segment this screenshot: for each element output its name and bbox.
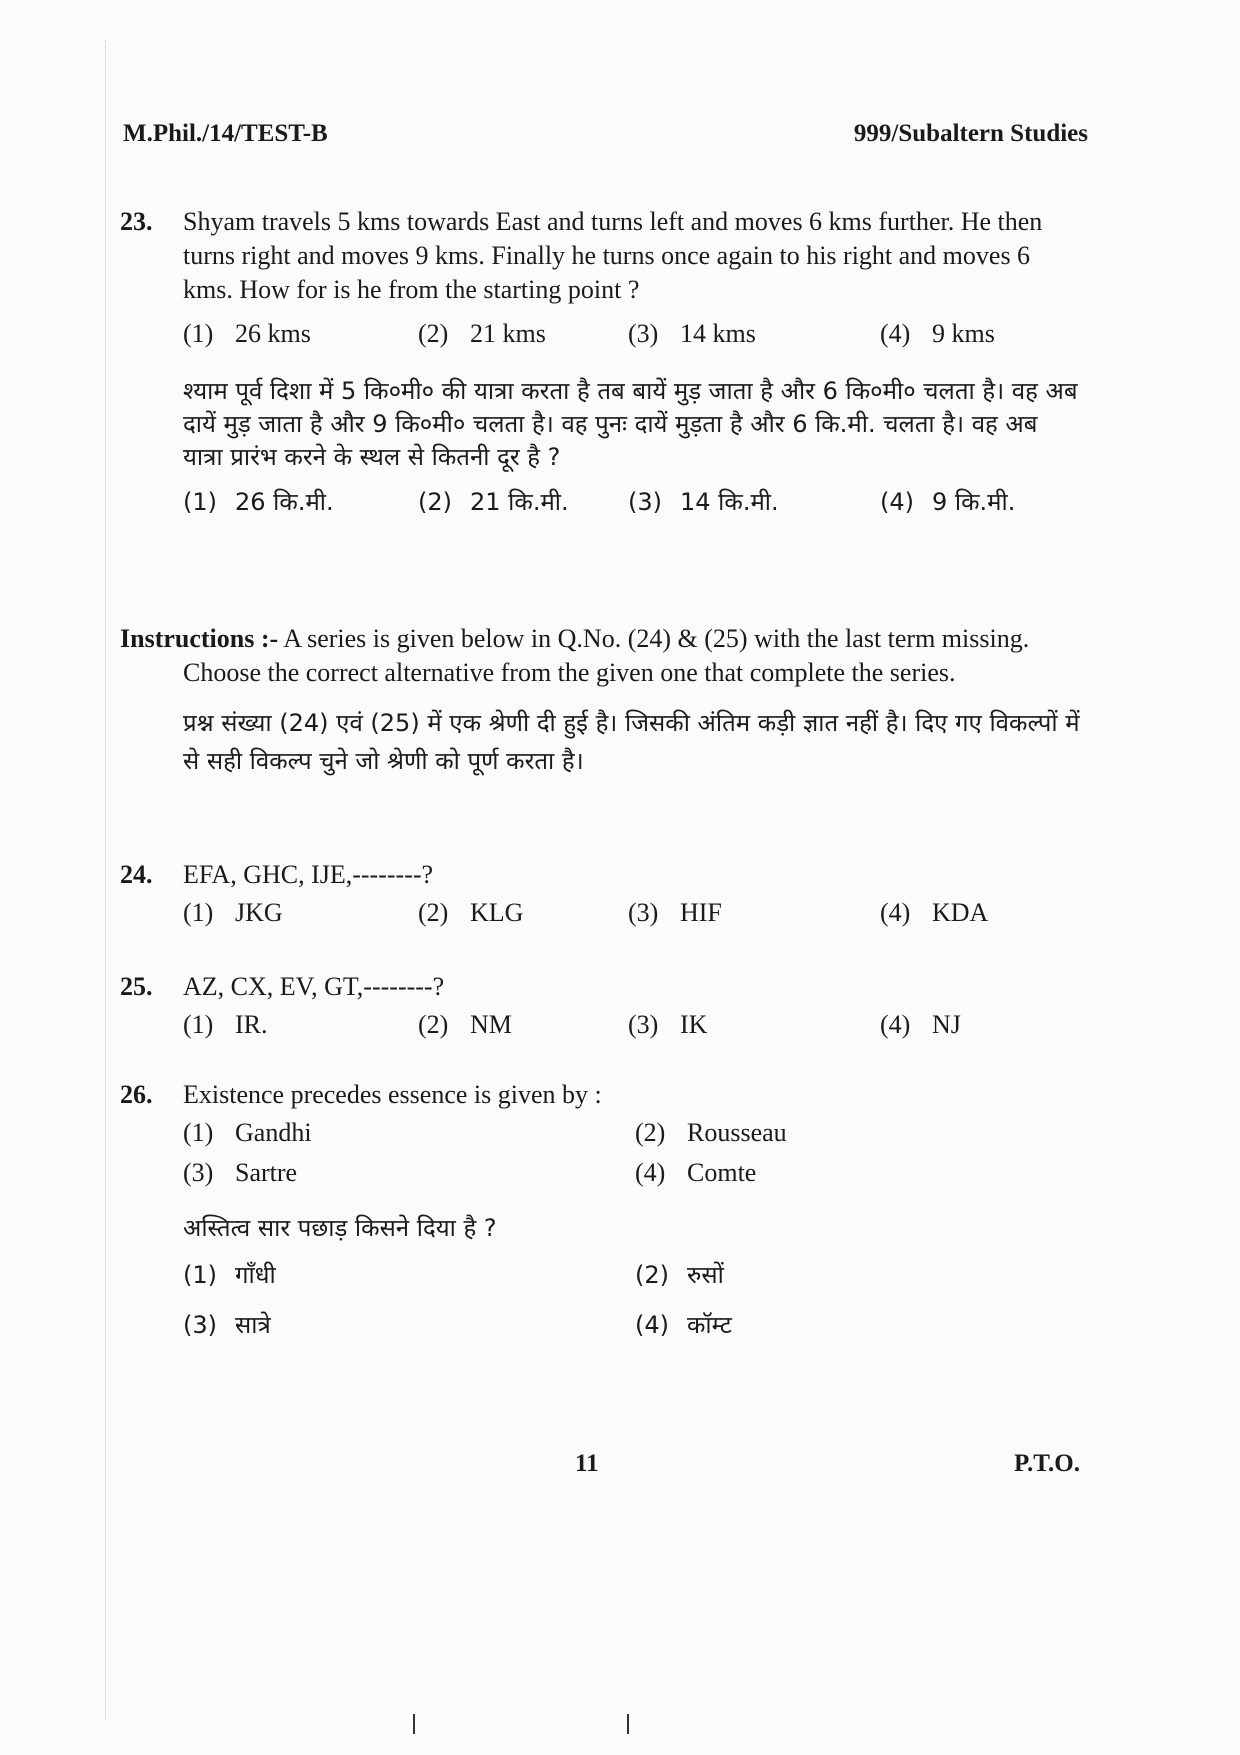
options-en-row-2: [183, 1156, 1080, 1192]
paper-subject: 999/Subaltern Studies: [853, 120, 1088, 147]
option-2: (2) 21 kms: [418, 319, 546, 348]
question-number: 25.: [120, 972, 153, 1001]
option-4-hi: (4) 9 कि.मी.: [880, 488, 1016, 516]
option-4: (4) Comte: [635, 1158, 757, 1187]
options: [183, 1008, 1080, 1044]
option-1: (1) JKG: [183, 898, 283, 927]
instructions-text-en: A series is given below in Q.No. (24) & (25) with the last term missing. Choose the correct alternative from the given one that complete the series.: [183, 624, 1030, 687]
options: [183, 896, 1080, 932]
option-3: (3) Sartre: [183, 1158, 298, 1187]
option-4-hi: (4) कॉम्ट: [635, 1311, 732, 1339]
question-23: [120, 205, 1080, 522]
instructions-text: [120, 622, 1080, 690]
instructions-text-hi: प्रश्न संख्या (24) एवं (25) में एक श्रेणी दी हुई है। जिसकी अंतिम कड़ी ज्ञात नहीं है। दिए गए विकल्पों में से सही विकल्प चुने जो श्रेणी को पूर्ण करता है।: [183, 709, 1080, 775]
question-text-hi: श्याम पूर्व दिशा में 5 कि०मी० की यात्रा करता है तब बायें मुड़ जाता है और 6 कि०मी० चलता है। वह अब दायें मुड़ जाता है और 9 कि०मी० चलता है। वह पुनः दायें मुड़ता है और 6 कि.मी. चलता है। वह अब यात्रा प्रारंभ करने के स्थल से कितनी दूर है ?: [183, 377, 1078, 471]
option-1-hi: (1) 26 कि.मी.: [183, 488, 334, 516]
pto-label: P.T.O.: [1014, 1450, 1080, 1477]
option-1-hi: (1) गाँधी: [183, 1261, 276, 1289]
page-number: 11: [575, 1450, 599, 1477]
options-hi: [183, 486, 1080, 522]
option-3: (3) 14 kms: [628, 319, 756, 348]
instructions-block: [120, 622, 1080, 780]
option-3: (3) IK: [628, 1010, 708, 1039]
scan-margin-line: [105, 40, 107, 1720]
option-1: (1) 26 kms: [183, 319, 311, 348]
option-4: (4) 9 kms: [880, 319, 995, 348]
option-3: (3) HIF: [628, 898, 722, 927]
question-text-en: Shyam travels 5 kms towards East and turns left and moves 6 kms further. He then turns right and moves 9 kms. Finally he turns once again to his right and moves 6 kms. How for is he from the starting point ?: [183, 207, 1043, 304]
option-1: (1) Gandhi: [183, 1118, 312, 1147]
option-3-hi: (3) सात्रे: [183, 1311, 271, 1339]
option-2: (2) NM: [418, 1010, 512, 1039]
instructions-label: Instructions :-: [120, 624, 279, 653]
option-3-hi: (3) 14 कि.मी.: [628, 488, 779, 516]
option-1: (1) IR.: [183, 1010, 268, 1039]
option-2-hi: (2) रुसों: [635, 1261, 724, 1289]
question-number: 24.: [120, 860, 153, 889]
question-number: 26.: [120, 1080, 153, 1109]
option-2: (2) KLG: [418, 898, 524, 927]
question-text: AZ, CX, EV, GT,--------?: [183, 972, 445, 1001]
question-text: EFA, GHC, IJE,--------?: [183, 860, 434, 889]
question-24: [120, 858, 1080, 932]
options-en: [183, 317, 1080, 353]
paper-code: M.Phil./14/TEST-B: [123, 120, 328, 147]
print-mark: [413, 1714, 415, 1734]
question-text-en: Existence precedes essence is given by :: [183, 1080, 602, 1109]
option-4: (4) NJ: [880, 1010, 961, 1039]
question-25: [120, 970, 1080, 1044]
options-hi-row-2: [183, 1309, 1080, 1345]
options-en-row-1: [183, 1116, 1080, 1152]
question-26: [120, 1078, 1080, 1345]
question-number: 23.: [120, 207, 153, 236]
option-4: (4) KDA: [880, 898, 989, 927]
print-mark: [627, 1714, 629, 1734]
option-2-hi: (2) 21 कि.मी.: [418, 488, 569, 516]
options-hi-row-1: [183, 1259, 1080, 1303]
option-2: (2) Rousseau: [635, 1118, 787, 1147]
question-text-hi: अस्तित्व सार पछाड़ किसने दिया है ?: [183, 1214, 497, 1242]
